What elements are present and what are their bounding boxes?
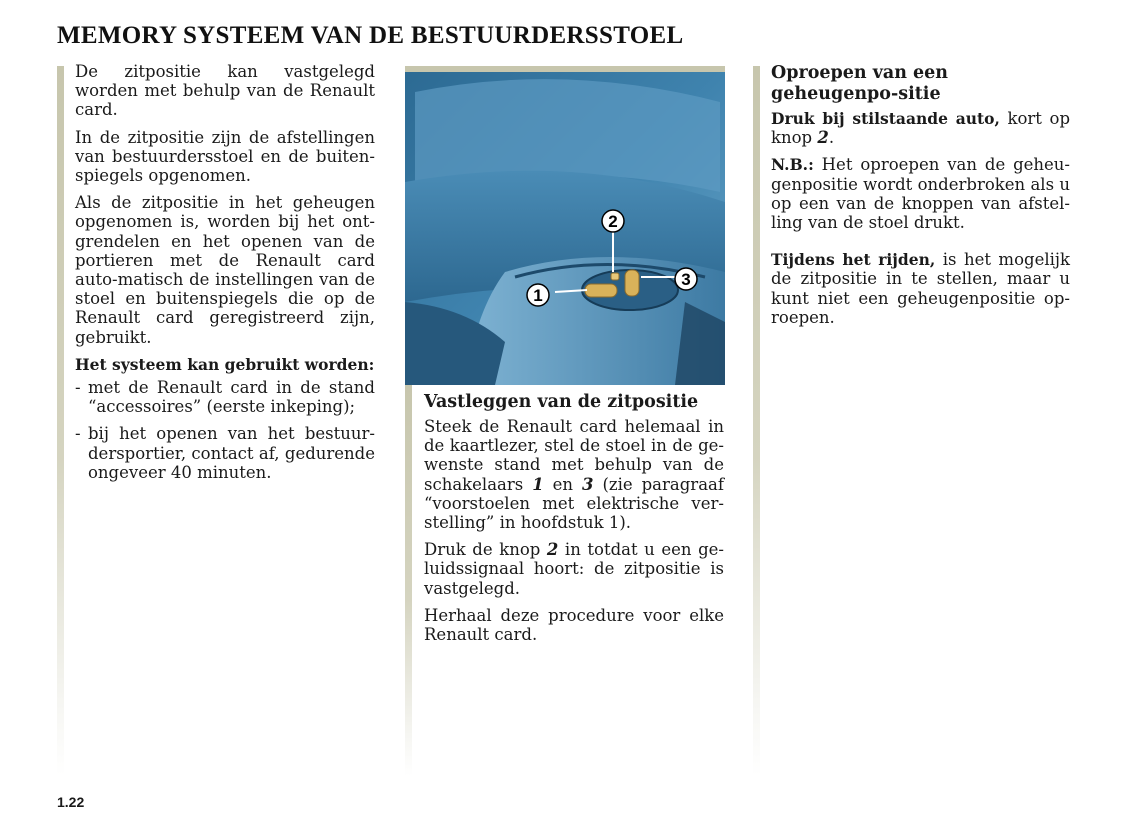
- switch-ref-3: 3: [582, 474, 594, 494]
- usage-heading: Het systeem kan gebruikt worden:: [75, 354, 375, 374]
- paragraph: Herhaal deze procedure voor elke Renault card.: [424, 605, 724, 645]
- callout-label-2: 2: [608, 212, 618, 231]
- section-heading-store: Vastleggen van de zitpositie: [424, 392, 699, 412]
- button-ref-2: 2: [817, 128, 829, 148]
- column-bar-middle: [405, 385, 412, 776]
- callout-label-3: 3: [681, 270, 691, 289]
- seat-illustration: [405, 72, 725, 385]
- memory-button-2: [611, 273, 619, 280]
- column-3: [771, 63, 1070, 327]
- paragraph: Tijdens het rijden, is het mogelijk de zitpositie in te stellen, maar u kunt niet een geheugenpositie op-roepen.: [771, 250, 1071, 327]
- switch-ref-1: 1: [532, 474, 544, 494]
- page-title: MEMORY SYSTEEM VAN DE BESTUURDERSSTOEL: [57, 22, 684, 49]
- callout-label-1: 1: [533, 286, 543, 305]
- list-item: - bij het openen van het bestuur-dersportier, contact af, gedurende ongeveer 40 minuten.: [75, 424, 375, 482]
- column-bar-right: [753, 66, 760, 776]
- column-2: [424, 392, 724, 644]
- paragraph: Als de zitpositie in het geheugen opgenomen is, worden bij het ont-grendelen en het openen van de portieren met de Renault card auto-matisch de instellingen van de stoel en buitenspiegels die op de Renault card geregistreerd zijn, gebruikt.: [75, 193, 375, 347]
- paragraph: N.B.: Het oproepen van de geheu-genpositie wordt onderbroken als u op een van de knoppen van afstel-ling van de stoel drukt.: [771, 155, 1070, 233]
- button-ref-2: 2: [546, 540, 559, 560]
- paragraph: Druk bij stilstaande auto, kort op knop 2.: [771, 109, 1071, 148]
- list-item: - met de Renault card in de stand “accessoires” (eerste inkeping);: [75, 378, 375, 417]
- list-item-text: bij het openen van het bestuur-dersportier, contact af, gedurende ongeveer 40 minuten.: [88, 424, 375, 482]
- paragraph: Druk de knop 2 in totdat u een ge-luidssignaal hoort: de zitpositie is vastgelegd.: [424, 540, 724, 598]
- paragraph: Steek de Renault card helemaal in de kaartlezer, stel de stoel in de ge-wenste stand met behulp van de schakelaars 1 en 3 (zie paragraaf “voorstoelen met elektrische ver-stelling” in hoofdstuk 1).: [424, 417, 724, 533]
- section-heading-recall: Oproepen van een geheugenpo-sitie: [771, 63, 949, 104]
- page-number: 1.22: [57, 794, 85, 810]
- paragraph: De zitpositie kan vastgelegd worden met behulp van de Renault card.: [75, 62, 375, 120]
- column-bar-left: [57, 66, 64, 776]
- seat-switch-1: [585, 284, 617, 297]
- seat-photo: [405, 66, 725, 385]
- seat-switch-3: [625, 270, 639, 296]
- list-item-text: met de Renault card in de stand “accessoires” (eerste inkeping);: [88, 378, 375, 417]
- paragraph: In de zitpositie zijn de afstellingen van bestuurdersstoel en de buiten-spiegels opgenomen.: [75, 127, 375, 186]
- column-1: [75, 62, 375, 490]
